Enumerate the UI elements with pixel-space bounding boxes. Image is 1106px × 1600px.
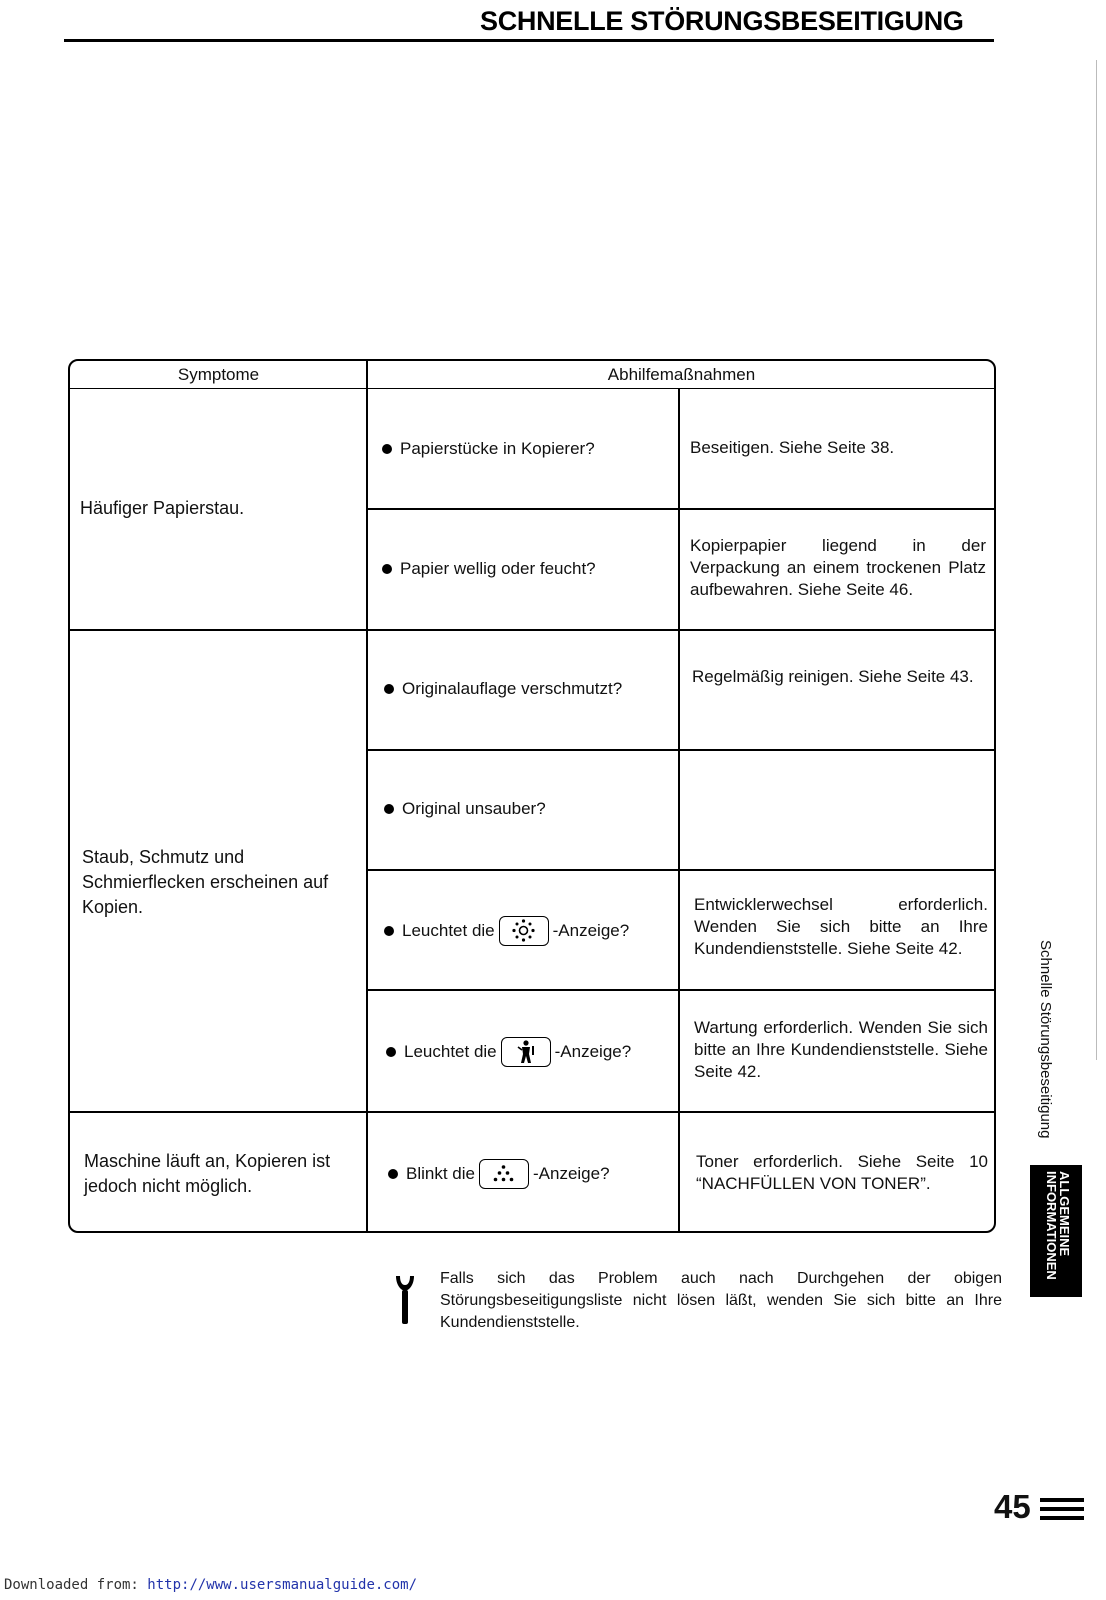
toner-indicator-icon [479, 1159, 529, 1189]
help-note: Falls sich das Problem auch nach Durchgehen der obigen Störungsbeseitigungsliste nicht lösen läßt, wenden Sie sich bitte an Ihre Kundendienststelle. [440, 1270, 1002, 1331]
footer-link[interactable]: http://www.usersmanualguide.com/ [147, 1577, 418, 1593]
cause-developer-indicator [384, 916, 629, 946]
cause-text: Originalauflage verschmutzt? [402, 679, 623, 698]
page-edge-line [1096, 60, 1097, 1060]
row-divider [70, 1111, 996, 1113]
cause-suffix: -Anzeige? [554, 1042, 632, 1061]
column-header-symptoms: Symptome [70, 361, 367, 389]
wrench-icon [394, 1274, 416, 1331]
cause-suffix: -Anzeige? [532, 1164, 610, 1183]
cause-text: Original unsauber? [402, 799, 546, 818]
developer-indicator-icon [499, 916, 549, 946]
row-divider [70, 629, 996, 631]
bullet [384, 926, 394, 936]
bullet [384, 804, 394, 814]
cause-paper-damp [382, 557, 596, 581]
section-tab [1030, 1165, 1082, 1297]
title-rule [64, 39, 994, 42]
footer-prefix: Downloaded from: [4, 1577, 148, 1593]
cause-original-dirty [384, 797, 546, 821]
column-header-remedies: Abhilfemaßnahmen [367, 361, 996, 389]
troubleshooting-table [68, 359, 996, 1233]
cause-glass-dirty [384, 677, 622, 701]
remedy-maintenance: Wartung erforderlich. Wenden Sie sich bitte an Ihre Kundendienststelle. Siehe Seite 42. [694, 1018, 988, 1081]
bullet [384, 684, 394, 694]
cause-toner-indicator [388, 1159, 610, 1189]
page-number: 45 [994, 1488, 1031, 1525]
row-divider [367, 989, 996, 991]
bullet [388, 1169, 398, 1179]
row-divider [367, 749, 996, 751]
bullet [382, 564, 392, 574]
row-divider [367, 869, 996, 871]
cause-text: Papier wellig oder feucht? [400, 559, 596, 578]
remedy-clean-regularly: Regelmäßig reinigen. Siehe Seite 43. [692, 667, 974, 686]
section-tab-label: ALLGEMEINE INFORMATIONEN [1044, 1171, 1072, 1280]
cause-suffix: -Anzeige? [552, 921, 630, 940]
symptom-no-copy: Maschine läuft an, Kopieren ist jedoch nicht möglich. [84, 1151, 331, 1196]
cause-prefix: Blinkt die [406, 1164, 475, 1183]
download-footer [4, 1577, 417, 1593]
remedy-add-toner: Toner erforderlich. Siehe Seite 10 “NACHFÜLLEN VON TONER”. [696, 1152, 988, 1193]
bullet [386, 1047, 396, 1057]
symptom-paper-jam: Häufiger Papierstau. [80, 498, 245, 518]
row-divider [367, 508, 996, 510]
maintenance-indicator-icon [501, 1037, 551, 1067]
symptom-smudges: Staub, Schmutz und Schmierflecken erscheinen auf Kopien. [82, 847, 329, 917]
bullet [382, 444, 392, 454]
column-divider [678, 389, 680, 1233]
side-caption-text: Schnelle Störungsbeseitigung [1037, 940, 1054, 1139]
cause-maintenance-indicator [386, 1037, 631, 1067]
remedy-store-paper: Kopierpapier liegend in der Verpackung an einem trockenen Platz aufbewahren. Siehe Seite 46. [690, 536, 986, 599]
remedy-remove-pieces: Beseitigen. Siehe Seite 38. [690, 438, 895, 457]
cause-text: Papierstücke in Kopierer? [400, 439, 595, 458]
cause-paper-pieces [382, 437, 595, 461]
page-number-bars [1040, 1498, 1084, 1525]
page-title: SCHNELLE STÖRUNGSBESEITIGUNG [480, 6, 964, 36]
column-divider [366, 361, 368, 1233]
cause-prefix: Leuchtet die [404, 1042, 497, 1061]
side-caption [1034, 940, 1054, 1180]
cause-prefix: Leuchtet die [402, 921, 495, 940]
remedy-developer-change: Entwicklerwechsel erforderlich. Wenden Sie sich bitte an Ihre Kundendienststelle. Siehe Seite 42. [694, 895, 988, 958]
